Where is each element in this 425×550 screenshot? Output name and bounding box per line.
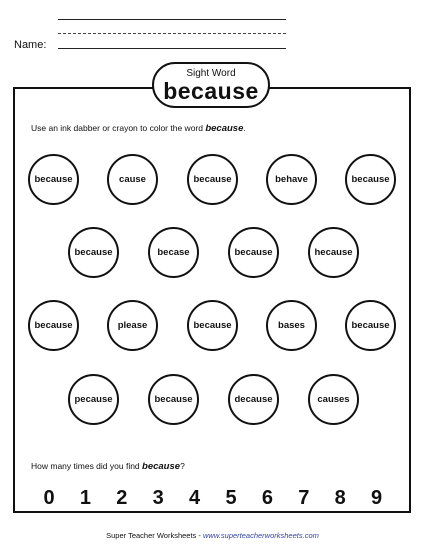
word-bubble[interactable]: behave (266, 154, 317, 205)
instruction-prefix: Use an ink dabber or crayon to color the word (31, 123, 206, 133)
title-subheading: Sight Word (186, 68, 236, 79)
word-bubble[interactable]: because (345, 300, 396, 351)
footer-brand: Super Teacher Worksheets (106, 531, 197, 540)
word-bubble[interactable]: because (68, 227, 119, 278)
middle-dashed-line (58, 33, 286, 34)
word-bubble[interactable]: decause (228, 374, 279, 425)
footer (0, 531, 425, 540)
top-write-line (58, 19, 286, 20)
answer-number[interactable]: 9 (371, 487, 383, 509)
question-prefix: How many times did you find (31, 461, 143, 471)
word-bubble[interactable]: please (107, 300, 158, 351)
answer-number[interactable]: 5 (225, 487, 237, 509)
answer-number[interactable]: 2 (116, 487, 128, 509)
word-bubble[interactable]: because (187, 154, 238, 205)
question-suffix: ? (180, 461, 185, 471)
word-bubble[interactable]: because (28, 154, 79, 205)
answer-number[interactable]: 0 (43, 487, 55, 509)
word-bubble[interactable]: bases (266, 300, 317, 351)
name-write-line[interactable] (58, 48, 286, 49)
question-text (31, 461, 185, 472)
title-word: because (163, 78, 259, 104)
word-bubble[interactable]: cause (107, 154, 158, 205)
name-label: Name: (14, 39, 47, 51)
footer-url[interactable]: www.superteacherworksheets.com (202, 531, 319, 540)
word-bubble[interactable]: because (187, 300, 238, 351)
word-bubble[interactable]: hecause (308, 227, 359, 278)
instruction-text (31, 123, 246, 134)
word-bubble[interactable]: because (148, 374, 199, 425)
word-bubble[interactable]: causes (308, 374, 359, 425)
sight-word-title (152, 62, 270, 108)
answer-number[interactable]: 7 (298, 487, 310, 509)
instruction-suffix: . (243, 123, 246, 133)
answer-number[interactable]: 3 (152, 487, 164, 509)
answer-number[interactable]: 6 (261, 487, 273, 509)
word-bubble[interactable]: because (228, 227, 279, 278)
answer-number[interactable]: 4 (189, 487, 201, 509)
answer-number[interactable]: 8 (334, 487, 346, 509)
footer-separator: - (196, 531, 203, 540)
word-bubble[interactable]: because (28, 300, 79, 351)
word-bubble[interactable]: becase (148, 227, 199, 278)
word-bubble[interactable]: because (345, 154, 396, 205)
question-word: because (142, 461, 181, 472)
instruction-word: because (205, 123, 244, 134)
word-bubble[interactable]: pecause (68, 374, 119, 425)
answer-number[interactable]: 1 (79, 487, 91, 509)
